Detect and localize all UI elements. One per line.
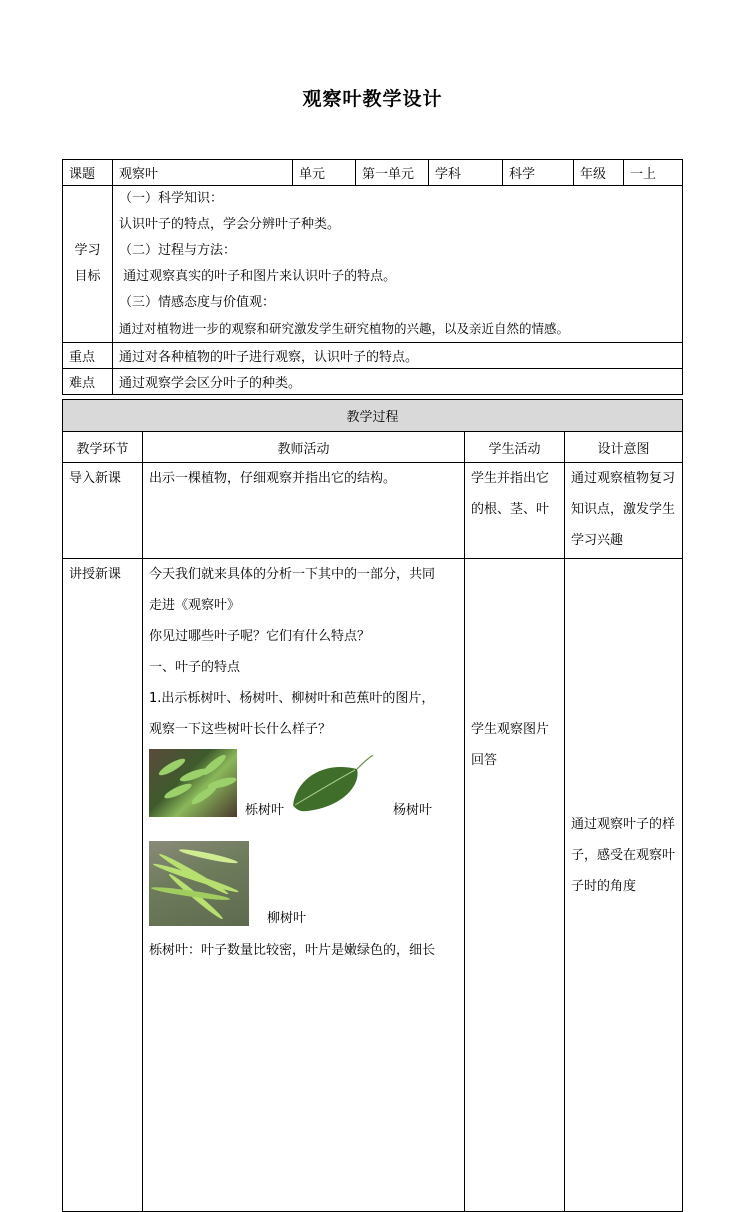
oak-leaf-photo	[149, 749, 237, 817]
lecture-row	[63, 559, 683, 1212]
column-header-row	[63, 432, 683, 463]
subject-label: 学科	[429, 160, 503, 186]
lecture-student-text: 学生观察图片回答	[471, 722, 550, 768]
willow-leaf-caption: 柳树叶	[267, 911, 307, 926]
lead-stage: 导入新课	[63, 463, 143, 559]
col-stage-header: 教学环节	[63, 432, 143, 463]
difficulty-label: 难点	[63, 369, 113, 395]
teacher-line: 走进《观察叶》	[149, 598, 241, 613]
process-header: 教学过程	[63, 400, 683, 432]
lecture-student	[465, 559, 565, 1212]
willow-leaf-photo	[149, 841, 249, 926]
subject-value: 科学	[503, 160, 574, 186]
goal-line: （一）科学知识：	[119, 191, 224, 206]
lecture-intent	[565, 559, 683, 1212]
poplar-leaf-photo	[287, 755, 379, 813]
teacher-line: 观察一下这些树叶长什么样子？	[149, 722, 332, 737]
goals-label-text: 学习目标	[74, 243, 101, 284]
goals-content	[113, 186, 683, 343]
course-row	[63, 160, 683, 186]
lead-row	[63, 463, 683, 559]
document-title: 观察叶教学设计	[302, 88, 443, 110]
grade-label: 年级	[574, 160, 624, 186]
col-intent-header: 设计意图	[565, 432, 683, 463]
lecture-teacher	[143, 559, 465, 1212]
lecture-intent-text: 通过观察叶子的样子，感受在观察叶子时的角度	[571, 817, 676, 894]
lead-teacher: 出示一棵植物，仔细观察并指出它的结构。	[143, 463, 465, 559]
teacher-line: 你见过哪些叶子呢？它们有什么特点？	[149, 629, 371, 644]
teacher-line: 栎树叶：叶子数量比较密，叶片是嫩绿色的，细长	[149, 943, 436, 958]
poplar-leaf-caption: 杨树叶	[393, 803, 433, 818]
difficulty-value: 通过观察学会区分叶子的种类。	[113, 369, 683, 395]
goals-label	[63, 186, 113, 343]
course-value: 观察叶	[113, 160, 293, 186]
teacher-line: 一、叶子的特点	[149, 660, 241, 675]
key-point-row	[63, 343, 683, 369]
process-table	[62, 399, 683, 1212]
course-label: 课题	[63, 160, 113, 186]
col-student-header: 学生活动	[465, 432, 565, 463]
teacher-line: 1.出示栎树叶、杨树叶、柳树叶和芭蕉叶的图片，	[149, 691, 435, 706]
course-info-table	[62, 159, 683, 395]
leaf-images	[149, 745, 458, 935]
unit-value: 第一单元	[356, 160, 429, 186]
lecture-stage: 讲授新课	[63, 559, 143, 1212]
goal-line: （三）情感态度与价值观：	[119, 295, 276, 310]
goal-line: 认识叶子的特点，学会分辨叶子种类。	[119, 217, 341, 232]
oak-leaf-caption: 栎树叶	[245, 803, 285, 818]
unit-label: 单元	[293, 160, 356, 186]
lead-intent: 通过观察植物复习知识点，激发学生学习兴趣	[565, 463, 683, 559]
key-point-value: 通过对各种植物的叶子进行观察，认识叶子的特点。	[113, 343, 683, 369]
lead-student: 学生并指出它的根、茎、叶	[465, 463, 565, 559]
goals-row	[63, 186, 683, 343]
grade-value: 一上	[624, 160, 683, 186]
process-header-row	[63, 400, 683, 432]
col-teacher-header: 教师活动	[143, 432, 465, 463]
teacher-line: 今天我们就来具体的分析一下其中的一部分，共同	[149, 567, 436, 582]
difficulty-row	[63, 369, 683, 395]
goal-line: （二）过程与方法：	[119, 243, 237, 258]
key-point-label: 重点	[63, 343, 113, 369]
goal-line: 通过对植物进一步的观察和研究激发学生研究植物的兴趣，以及亲近自然的情感。	[119, 321, 570, 336]
goal-line: 通过观察真实的叶子和图片来认识叶子的特点。	[119, 269, 397, 284]
